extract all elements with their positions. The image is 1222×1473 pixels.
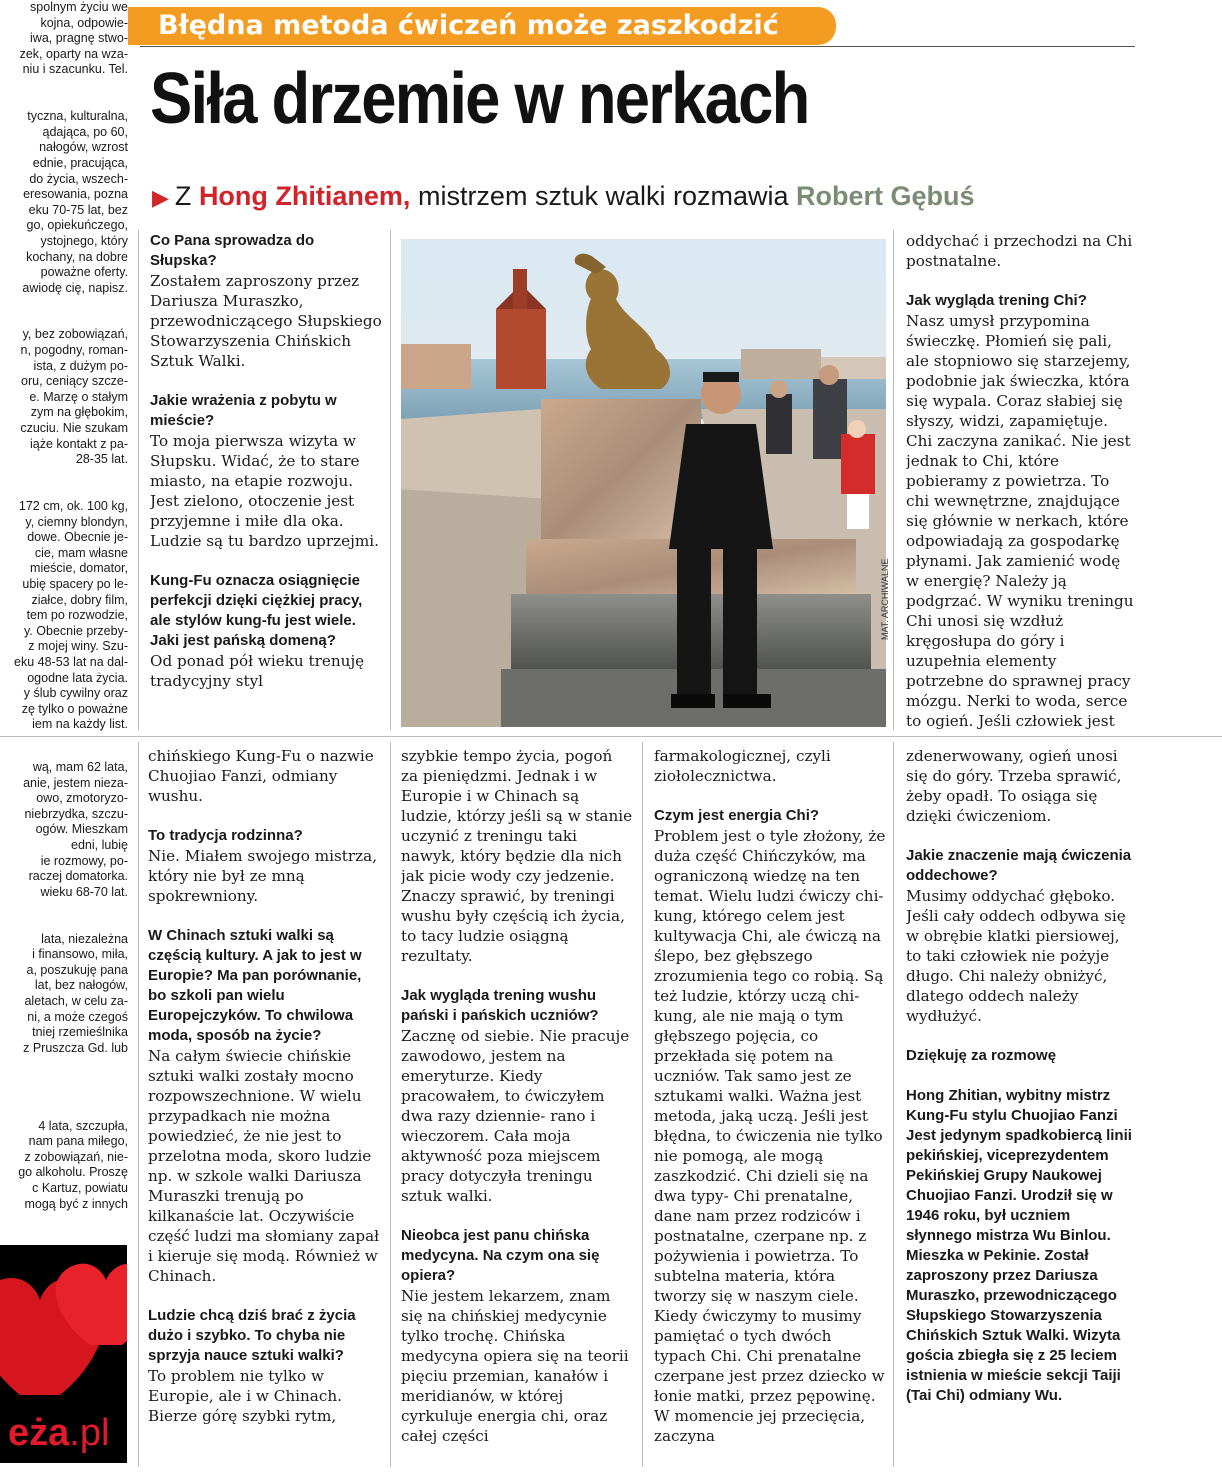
ad-line: c Kartuz, powiatu (32, 1181, 128, 1196)
question: Kung-Fu oznacza osiągnięcie perfekcji dzięki ciężkiej pracy, ale stylów kung-fu jest wiele. Jaki jest pańską domeną? (150, 572, 363, 649)
ad-line (0, 1087, 128, 1103)
article-column-1 (150, 231, 382, 729)
answer: Nie jestem lekarzem, znam się na chińskiej medycynie tylko trochę. Chińska medycyna opiera się na teorii pięciu przemian, kanałów i meridianów, w której cyrkuluje energia chi, oraz całej części (401, 1287, 629, 1445)
column-rule (390, 230, 391, 730)
ad-line: 4 lata, szczupła, (38, 1118, 128, 1133)
ad-line: y ślub cywilny oraz (23, 686, 128, 701)
qa-block (906, 846, 1134, 1026)
question: W Chinach sztuki walki są częścią kultury. A jak to jest w Europie? Ma pan porównanie, bo szkoli pan wielu Europejczyków. To chwilowa moda, sposób na życie? (148, 927, 362, 1044)
answer: Nasz umysł przypomina świeczkę. Płomień się pali, ale stopniowo się starzejemy, podobnie jak świeczka, która się wypala. Coraz słabiej się słyszy, widzi, zapamiętuje. Chi zaczyna zanikać. Nie jest jednak to Chi, które pobieramy z powietrza. To chi wewnętrzne, znajdujące się głównie w nerkach, które odpowiadają za gospodarkę płynami. Jak zamienić wodę w energię? Należy ją podgrzać. W wyniku treningu Chi unosi się wzdłuż kręgosłupa do góry i uzupełnia elementy potrzebne do sprawnej pracy mózgu. Nerki to woda, serce to ogień. Jeśli człowiek jest (906, 312, 1134, 729)
byline-middle: mistrzem sztuk walki rozmawia (417, 181, 789, 211)
ad-line: 172 cm, ok. 100 kg, (18, 499, 128, 513)
answer: Nie. Miałem swojego mistrza, który nie był ze mną spokrewniony. (148, 847, 378, 905)
ad-line: i finansowo, miła, (32, 947, 128, 962)
ad-line: mogą być z innych (24, 1196, 128, 1211)
question: To tradycja rodzinna? (148, 827, 303, 844)
ad-line: tniej rzemieślnika (32, 1025, 128, 1040)
ad-line: dowe. Obecnie je- (27, 530, 128, 545)
qa-block (906, 1046, 1134, 1066)
ad-line: ogów. Mieszkam (35, 822, 128, 837)
question: Czym jest energia Chi? (654, 807, 820, 824)
qa-block (401, 986, 633, 1206)
author-name: Robert Gębuś (796, 181, 975, 211)
ad-line: niu i szacunku. Tel. (22, 62, 128, 77)
question: Nieobca jest panu chińska medycyna. Na czym ona się opiera? (401, 1227, 600, 1284)
ad-line: lata, niezależna (41, 931, 128, 946)
classified-ads-top (0, 0, 128, 732)
ad-line: ednie, pracująca, (32, 155, 128, 170)
ad-line: kojna, odpowie- (40, 15, 128, 30)
ad-line: lat, bez nałogów, (34, 978, 128, 993)
article-column-b4 (906, 746, 1134, 1468)
classified-ads-bottom (0, 760, 128, 1211)
answer: zdenerwowany, ogień unosi się do góry. Trzeba sprawić, żeby opadł. To osiąga się dzięki ćwiczeniom. (906, 747, 1122, 825)
byline (152, 178, 975, 216)
qa-block (148, 826, 380, 906)
answer: To moja pierwsza wizyta w Słupsku. Widać, że to stare miasto, na etapie rozwoju. Jest zielono, otoczenie jest przyjemne i miłe dla oka. Ludzie są tu bardzo uprzejmi. (150, 432, 379, 550)
ad-line: ni, a może czegoś (27, 1009, 128, 1024)
ad-line: iem na każdy list. (32, 717, 128, 732)
ad-line: ądająca, po 60, (42, 124, 128, 139)
ad-line: nałogów, wzrost (39, 140, 128, 155)
article-photo (401, 239, 886, 727)
ad-line: wą, mam 62 lata, (32, 760, 128, 774)
ad-line: cie, mam własne (34, 545, 128, 560)
ad-line: do życia, wszech- (29, 171, 128, 186)
qa-block (150, 231, 382, 371)
ad-line: nam pana miłego, (28, 1134, 128, 1149)
headline: Siła drzemie w nerkach (150, 59, 809, 139)
ad-line (0, 1056, 128, 1072)
ad-line (0, 468, 128, 484)
ad-line: edni, lubię (71, 837, 128, 852)
ad-line: 28-35 lat. (75, 452, 128, 467)
ad-line: zym na głębokim, (30, 405, 128, 420)
answer: Od ponad pół wieku trenuję tradycyjny styl (150, 652, 365, 690)
ad-line (0, 296, 128, 312)
ad-line: tem po rozwodzie, (26, 608, 128, 623)
interviewee-name: Hong Zhitianem, (198, 181, 411, 211)
qa-block (401, 746, 633, 966)
ad-line (0, 78, 128, 94)
promo-site-name: eża.pl (8, 1412, 110, 1454)
promo-banner[interactable] (0, 1245, 127, 1463)
qa-block (906, 231, 1134, 271)
ad-line: eku 48-53 lat na dal- (14, 654, 128, 669)
ad-line (0, 312, 128, 328)
ad-line: oru, ceniący szcze- (21, 374, 128, 389)
ad-line: z zobowiązań, nie- (24, 1149, 128, 1164)
question: Co Pana sprowadza do Słupska? (150, 232, 315, 269)
ad-line: iąże kontakt z pa- (30, 436, 128, 451)
column-rule (893, 230, 894, 730)
answer: To problem nie tylko w Europie, ale i w Chinach. Bierze górę szybki rytm, (148, 1367, 342, 1425)
ad-line: y, bez zobowiązań, (22, 327, 128, 342)
ad-line: spolnym życiu we (30, 0, 128, 14)
column-rule (893, 742, 894, 1467)
answer: Zostałem zaproszony przez Dariusza Muraszko, przewodniczącego Słupskiego Stowarzyszenia Chińskich Sztuk Walki. (150, 272, 382, 370)
ad-line: mieście, domator, (30, 561, 128, 576)
ad-line: ystojnego, który (40, 233, 128, 248)
ad-line (0, 1072, 128, 1088)
ad-line (0, 483, 128, 499)
qa-block (906, 291, 1134, 729)
author-bio: Hong Zhitian, wybitny mistrz Kung-Fu stylu Chuojiao Fanzi Jest jedynym spadkobiercą linii pekińskiej, viceprezydentem Pekińskiej Grupy Naukowej Chuojiao Fanzi. Urodził się w 1946 roku, był uczniem słynnego mistrza Wu Binlou. Mieszka w Pekinie. Został zaproszony przez Dariusza Muraszko, przewodniczącego Słupskiego Stowarzyszenia Chińskich Sztuk Walki. Wizyta gościa zbiegła się z 25 leciem istnienia w mieście sekcji Taiji (Tai Chi) odmiany Wu. (906, 1087, 1132, 1404)
answer: Problem jest o tyle złożony, że duża część Chińczyków, ma ograniczoną wiedzę na ten temat. Wielu ludzi ćwiczy chi-kung, którego celem jest kultywacja Chi, ale ćwiczą na ślepo, bez głębszego zrozumienia tego co robią. Są też ludzie, którzy uczą chi-kung, ale nie mają o tym głębszego pojęcia, co przekłada się potem na uczniów. Tak samo jest ze sztukami walki. Ważna jest metoda, jaką uczą. Jeśli jest błędna, to ćwiczenia nie tylko nie pomogą, ale mogą zaszkodzić. Chi dzieli się na dwa typy- Chi prenatalne, dane nam przez rodziców i postnatalne, czerpane np. z pożywienia i powietrza. To subtelna materia, która tworzy się w naszym ciele. Kiedy ćwiczymy to musimy pamiętać o tych dwóch typach Chi. Chi prenatalne czerpane jest przez dziecko w łonie matki, przez pępowinę. W momencie jej przecięcia, zaczyna (654, 827, 886, 1445)
answer: szybkie tempo życia, pogoń za pieniędzmi. Jednak i w Europie i w Chinach są ludzie, którzy jeśli są w stanie uczynić z treningu taki nawyk, który będzie dla nich jak picie wody czy jedzenie. Znaczy sprawić, by treningi wushu były częścią ich życia, to tacy ludzie osiągną rezultaty. (401, 747, 633, 965)
answer: Na całym świecie chińskie sztuki walki zostały mocno rozpowszechnione. W wielu przypadkach nie można powiedzieć, że nie jest to przelotna moda, skoro ludzie np. w szkole walki Dariusza Muraszki trenują po kilkanaście lat. Oczywiście część ludzi ma słomiany zapał i kieruje się modą. Również w Chinach. (148, 1047, 380, 1285)
triangle-bullet-icon: ▶ (152, 185, 169, 210)
answer: chińskiego Kung-Fu o nazwie Chuojiao Fanzi, odmiany wushu. (148, 747, 374, 805)
ad-line: go alkoholu. Proszę (18, 1165, 128, 1180)
photo-credit: MAT. ARCHIWALNE (880, 558, 890, 640)
ad-line (0, 900, 128, 916)
ad-line: kochany, na dobre (26, 249, 128, 264)
ad-line: iwa, pragnę stwo- (30, 31, 128, 46)
question: Jakie wrażenia z pobytu w mieście? (150, 392, 337, 429)
ad-line: ubię spacery po le- (22, 576, 128, 591)
header-rule (140, 46, 1135, 47)
ad-line: y, ciemny blondyn, (25, 514, 128, 529)
ad-line: anie, jestem nieza- (23, 775, 128, 790)
qa-block (148, 1306, 380, 1426)
article-column-b1 (148, 746, 380, 1468)
question: Ludzie chcą dziś brać z życia dużo i szybko. To chyba nie sprzyja nauce sztuki walki? (148, 1307, 356, 1364)
column-rule (138, 230, 139, 730)
section-divider (0, 736, 1222, 737)
ad-line: ogodne lata życia. (27, 670, 128, 685)
ad-line: awiodę cię, napisz. (22, 280, 128, 295)
ad-line: z mojej winy. Szu- (28, 639, 128, 654)
ad-line: ista, z dużym po- (33, 358, 128, 373)
article-column-4-top (906, 231, 1134, 729)
article-column-b2 (401, 746, 633, 1468)
article-column-b3 (654, 746, 886, 1468)
ad-line: eku 70-75 lat, bez (28, 202, 128, 217)
ad-line (0, 916, 128, 932)
ad-line: z Pruszcza Gd. lub (23, 1040, 128, 1055)
mermaid-statue-photo (401, 239, 886, 727)
question: Dziękuję za rozmowę (906, 1047, 1057, 1064)
ad-line: raczej domatorka. (28, 869, 128, 884)
ad-line: zek, oparty na wza- (19, 46, 128, 61)
ad-line: aletach, w celu za- (24, 993, 128, 1008)
column-rule (390, 742, 391, 1467)
ad-line: ie rozmowy, po- (40, 853, 128, 868)
question: Jakie znaczenie mają ćwiczenia oddechowe? (906, 847, 1132, 884)
qa-block (654, 806, 886, 1446)
question: Jak wygląda trening Chi? (906, 292, 1087, 309)
qa-block (150, 391, 382, 551)
question: Jak wygląda trening wushu pański i pańskich uczniów? (401, 987, 599, 1024)
ad-line: czuciu. Nie szukam (20, 421, 128, 436)
ad-line (0, 94, 128, 110)
column-rule (642, 742, 643, 1467)
ad-line: y. Obecnie przeby- (24, 623, 128, 638)
ad-line: n, pogodny, roman- (20, 343, 128, 358)
ad-line: wieku 68-70 lat. (40, 884, 128, 899)
column-rule (138, 742, 139, 1467)
ad-line: tyczna, kulturalna, (27, 109, 128, 124)
ad-line: ziałce, dobry film, (31, 592, 128, 607)
answer: farmakologicznej, czyli ziołolecznictwa. (654, 747, 831, 785)
qa-block (401, 1226, 633, 1446)
ad-line: eresowania, pozna (23, 187, 128, 202)
ad-line: a, poszukuję pana (26, 962, 128, 977)
kicker-banner: Błędna metoda ćwiczeń może zaszkodzić (128, 7, 836, 45)
ad-line: go, opiekuńczego, (26, 218, 128, 233)
ad-line: e. Marzę o stałym (29, 389, 128, 404)
byline-prefix: Z (174, 181, 192, 211)
ad-line: owo, zmotoryzo- (36, 791, 128, 806)
qa-block (148, 746, 380, 806)
qa-block (906, 746, 1134, 826)
answer: oddychać i przechodzi na Chi postnatalne. (906, 232, 1133, 270)
qa-block (148, 926, 380, 1286)
ad-line: zę tylko o poważne (21, 701, 128, 716)
answer: Musimy oddychać głęboko. Jeśli cały oddech odbywa się w obrębie klatki piersiowej, to taki człowiek nie pożyje długo. Chi należy obniżyć, dlatego oddech należy wydłużyć. (906, 887, 1126, 1025)
qa-block (150, 571, 382, 691)
qa-block (654, 746, 886, 786)
ad-line: niebrzydka, szczu- (24, 806, 128, 821)
ad-line: poważne oferty. (40, 265, 128, 280)
answer: Zacznę od siebie. Nie pracuje zawodowo, jestem na emeryturze. Kiedy pracowałem, to ćwiczyłem dwa razy dziennie- rano i wieczorem. Cała moja aktywność poza miejscem pracy dotyczyła treningu sztuk walki. (401, 1027, 630, 1205)
ad-line (0, 1103, 128, 1119)
